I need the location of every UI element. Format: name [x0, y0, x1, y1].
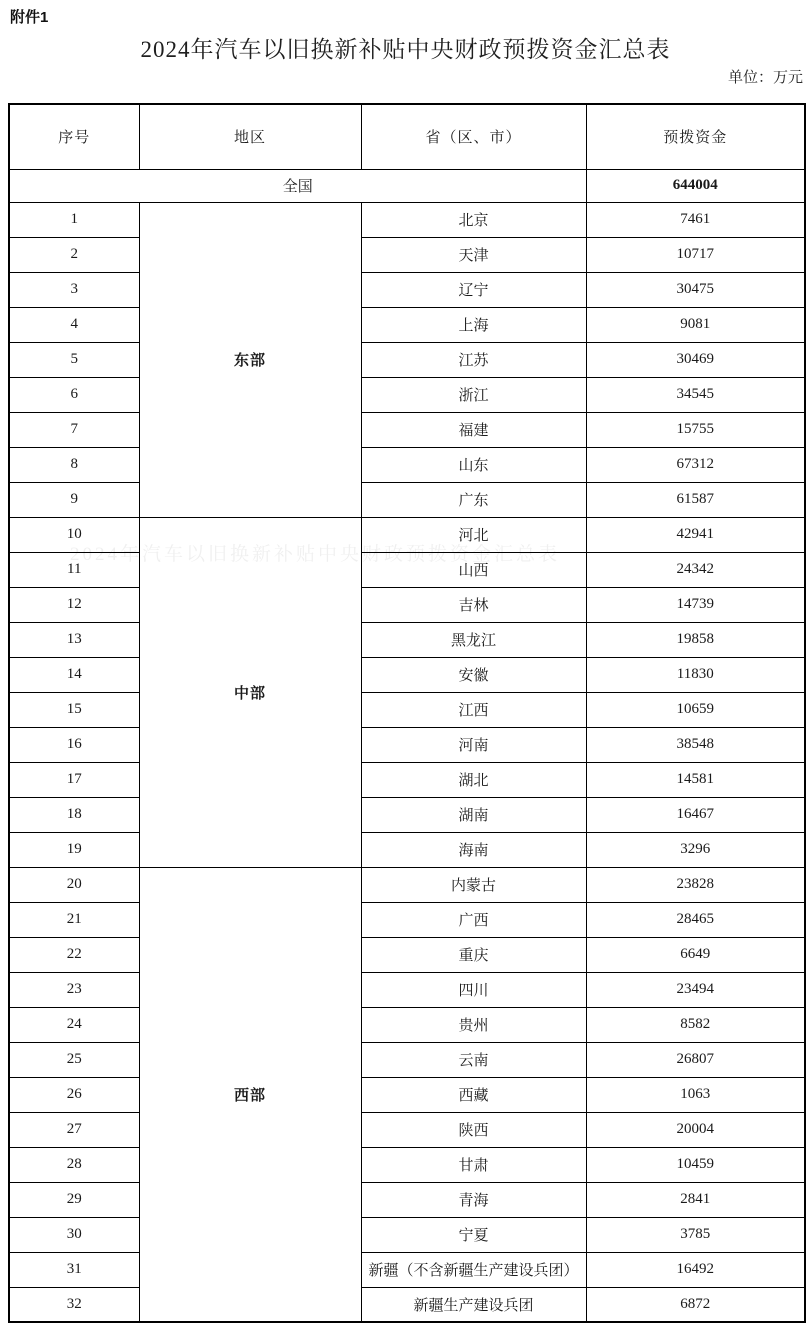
total-row — [9, 169, 805, 202]
province-cell: 湖北 — [361, 762, 586, 797]
province-cell: 安徽 — [361, 657, 586, 692]
row-number: 5 — [9, 342, 139, 377]
table-row — [9, 587, 805, 622]
total-label: 全国 — [9, 169, 586, 202]
amount-cell: 10717 — [586, 237, 805, 272]
header-row — [9, 104, 805, 169]
table-row — [9, 447, 805, 482]
province-cell: 浙江 — [361, 377, 586, 412]
province-cell: 广东 — [361, 482, 586, 517]
table-row — [9, 867, 805, 902]
province-cell: 青海 — [361, 1182, 586, 1217]
amount-cell: 15755 — [586, 412, 805, 447]
table-row — [9, 1182, 805, 1217]
row-number: 28 — [9, 1147, 139, 1182]
amount-cell: 3785 — [586, 1217, 805, 1252]
row-number: 15 — [9, 692, 139, 727]
province-cell: 河北 — [361, 517, 586, 552]
amount-cell: 26807 — [586, 1042, 805, 1077]
amount-cell: 34545 — [586, 377, 805, 412]
table-row — [9, 272, 805, 307]
amount-cell: 10659 — [586, 692, 805, 727]
table-row — [9, 832, 805, 867]
table-row — [9, 1042, 805, 1077]
table-row — [9, 237, 805, 272]
table-row — [9, 1287, 805, 1322]
amount-cell: 23828 — [586, 867, 805, 902]
amount-cell: 2841 — [586, 1182, 805, 1217]
province-cell: 重庆 — [361, 937, 586, 972]
province-cell: 上海 — [361, 307, 586, 342]
row-number: 32 — [9, 1287, 139, 1322]
amount-cell: 6649 — [586, 937, 805, 972]
region-cell: 西部 — [139, 867, 361, 1322]
row-number: 2 — [9, 237, 139, 272]
header-region: 地区 — [139, 104, 361, 169]
amount-cell: 16492 — [586, 1252, 805, 1287]
header-province: 省（区、市） — [361, 104, 586, 169]
row-number: 26 — [9, 1077, 139, 1112]
row-number: 6 — [9, 377, 139, 412]
summary-table-container — [8, 103, 804, 1323]
row-number: 7 — [9, 412, 139, 447]
province-cell: 北京 — [361, 202, 586, 237]
table-row — [9, 902, 805, 937]
row-number: 20 — [9, 867, 139, 902]
province-cell: 四川 — [361, 972, 586, 1007]
row-number: 18 — [9, 797, 139, 832]
row-number: 12 — [9, 587, 139, 622]
table-row — [9, 1112, 805, 1147]
amount-cell: 3296 — [586, 832, 805, 867]
region-cell: 东部 — [139, 202, 361, 517]
province-cell: 黑龙江 — [361, 622, 586, 657]
province-cell: 辽宁 — [361, 272, 586, 307]
attachment-label: 附件1 — [10, 9, 49, 26]
province-cell: 湖南 — [361, 797, 586, 832]
table-row — [9, 972, 805, 1007]
summary-table — [8, 103, 806, 1323]
header-no: 序号 — [9, 104, 139, 169]
province-cell: 广西 — [361, 902, 586, 937]
province-cell: 山西 — [361, 552, 586, 587]
province-cell: 宁夏 — [361, 1217, 586, 1252]
amount-cell: 14739 — [586, 587, 805, 622]
row-number: 8 — [9, 447, 139, 482]
table-row — [9, 1217, 805, 1252]
row-number: 25 — [9, 1042, 139, 1077]
table-row — [9, 482, 805, 517]
province-cell: 吉林 — [361, 587, 586, 622]
row-number: 24 — [9, 1007, 139, 1042]
province-cell: 海南 — [361, 832, 586, 867]
amount-cell: 30475 — [586, 272, 805, 307]
amount-cell: 42941 — [586, 517, 805, 552]
table-row — [9, 937, 805, 972]
amount-cell: 28465 — [586, 902, 805, 937]
header-amount: 预拨资金 — [586, 104, 805, 169]
amount-cell: 7461 — [586, 202, 805, 237]
amount-cell: 11830 — [586, 657, 805, 692]
total-value: 644004 — [586, 169, 805, 202]
table-row — [9, 727, 805, 762]
table-row — [9, 622, 805, 657]
province-cell: 江西 — [361, 692, 586, 727]
row-number: 3 — [9, 272, 139, 307]
row-number: 27 — [9, 1112, 139, 1147]
row-number: 17 — [9, 762, 139, 797]
table-row — [9, 1077, 805, 1112]
row-number: 30 — [9, 1217, 139, 1252]
province-cell: 山东 — [361, 447, 586, 482]
province-cell: 云南 — [361, 1042, 586, 1077]
amount-cell: 6872 — [586, 1287, 805, 1322]
province-cell: 西藏 — [361, 1077, 586, 1112]
table-row — [9, 307, 805, 342]
table-body — [9, 169, 805, 1322]
amount-cell: 10459 — [586, 1147, 805, 1182]
page-title: 2024年汽车以旧换新补贴中央财政预拨资金汇总表 — [140, 37, 671, 62]
province-cell: 江苏 — [361, 342, 586, 377]
province-cell: 内蒙古 — [361, 867, 586, 902]
row-number: 21 — [9, 902, 139, 937]
table-row — [9, 692, 805, 727]
row-number: 1 — [9, 202, 139, 237]
province-cell: 福建 — [361, 412, 586, 447]
amount-cell: 16467 — [586, 797, 805, 832]
table-row — [9, 552, 805, 587]
table-row — [9, 762, 805, 797]
row-number: 16 — [9, 727, 139, 762]
amount-cell: 38548 — [586, 727, 805, 762]
region-cell: 中部 — [139, 517, 361, 867]
province-cell: 天津 — [361, 237, 586, 272]
row-number: 14 — [9, 657, 139, 692]
row-number: 23 — [9, 972, 139, 1007]
amount-cell: 1063 — [586, 1077, 805, 1112]
table-row — [9, 377, 805, 412]
amount-cell: 19858 — [586, 622, 805, 657]
table-row — [9, 1007, 805, 1042]
row-number: 13 — [9, 622, 139, 657]
province-cell: 河南 — [361, 727, 586, 762]
province-cell: 贵州 — [361, 1007, 586, 1042]
table-row — [9, 1252, 805, 1287]
amount-cell: 9081 — [586, 307, 805, 342]
table-row — [9, 797, 805, 832]
amount-cell: 8582 — [586, 1007, 805, 1042]
province-cell: 新疆（不含新疆生产建设兵团） — [361, 1252, 586, 1287]
amount-cell: 30469 — [586, 342, 805, 377]
row-number: 31 — [9, 1252, 139, 1287]
row-number: 10 — [9, 517, 139, 552]
amount-cell: 23494 — [586, 972, 805, 1007]
row-number: 11 — [9, 552, 139, 587]
table-row — [9, 342, 805, 377]
row-number: 22 — [9, 937, 139, 972]
table-row — [9, 202, 805, 237]
row-number: 19 — [9, 832, 139, 867]
province-cell: 陕西 — [361, 1112, 586, 1147]
table-row — [9, 517, 805, 552]
table-row — [9, 412, 805, 447]
province-cell: 甘肃 — [361, 1147, 586, 1182]
unit-label: 单位：万元 — [727, 69, 803, 86]
table-row — [9, 1147, 805, 1182]
row-number: 9 — [9, 482, 139, 517]
row-number: 29 — [9, 1182, 139, 1217]
province-cell: 新疆生产建设兵团 — [361, 1287, 586, 1322]
amount-cell: 14581 — [586, 762, 805, 797]
row-number: 4 — [9, 307, 139, 342]
amount-cell: 61587 — [586, 482, 805, 517]
amount-cell: 24342 — [586, 552, 805, 587]
table-row — [9, 657, 805, 692]
amount-cell: 20004 — [586, 1112, 805, 1147]
amount-cell: 67312 — [586, 447, 805, 482]
